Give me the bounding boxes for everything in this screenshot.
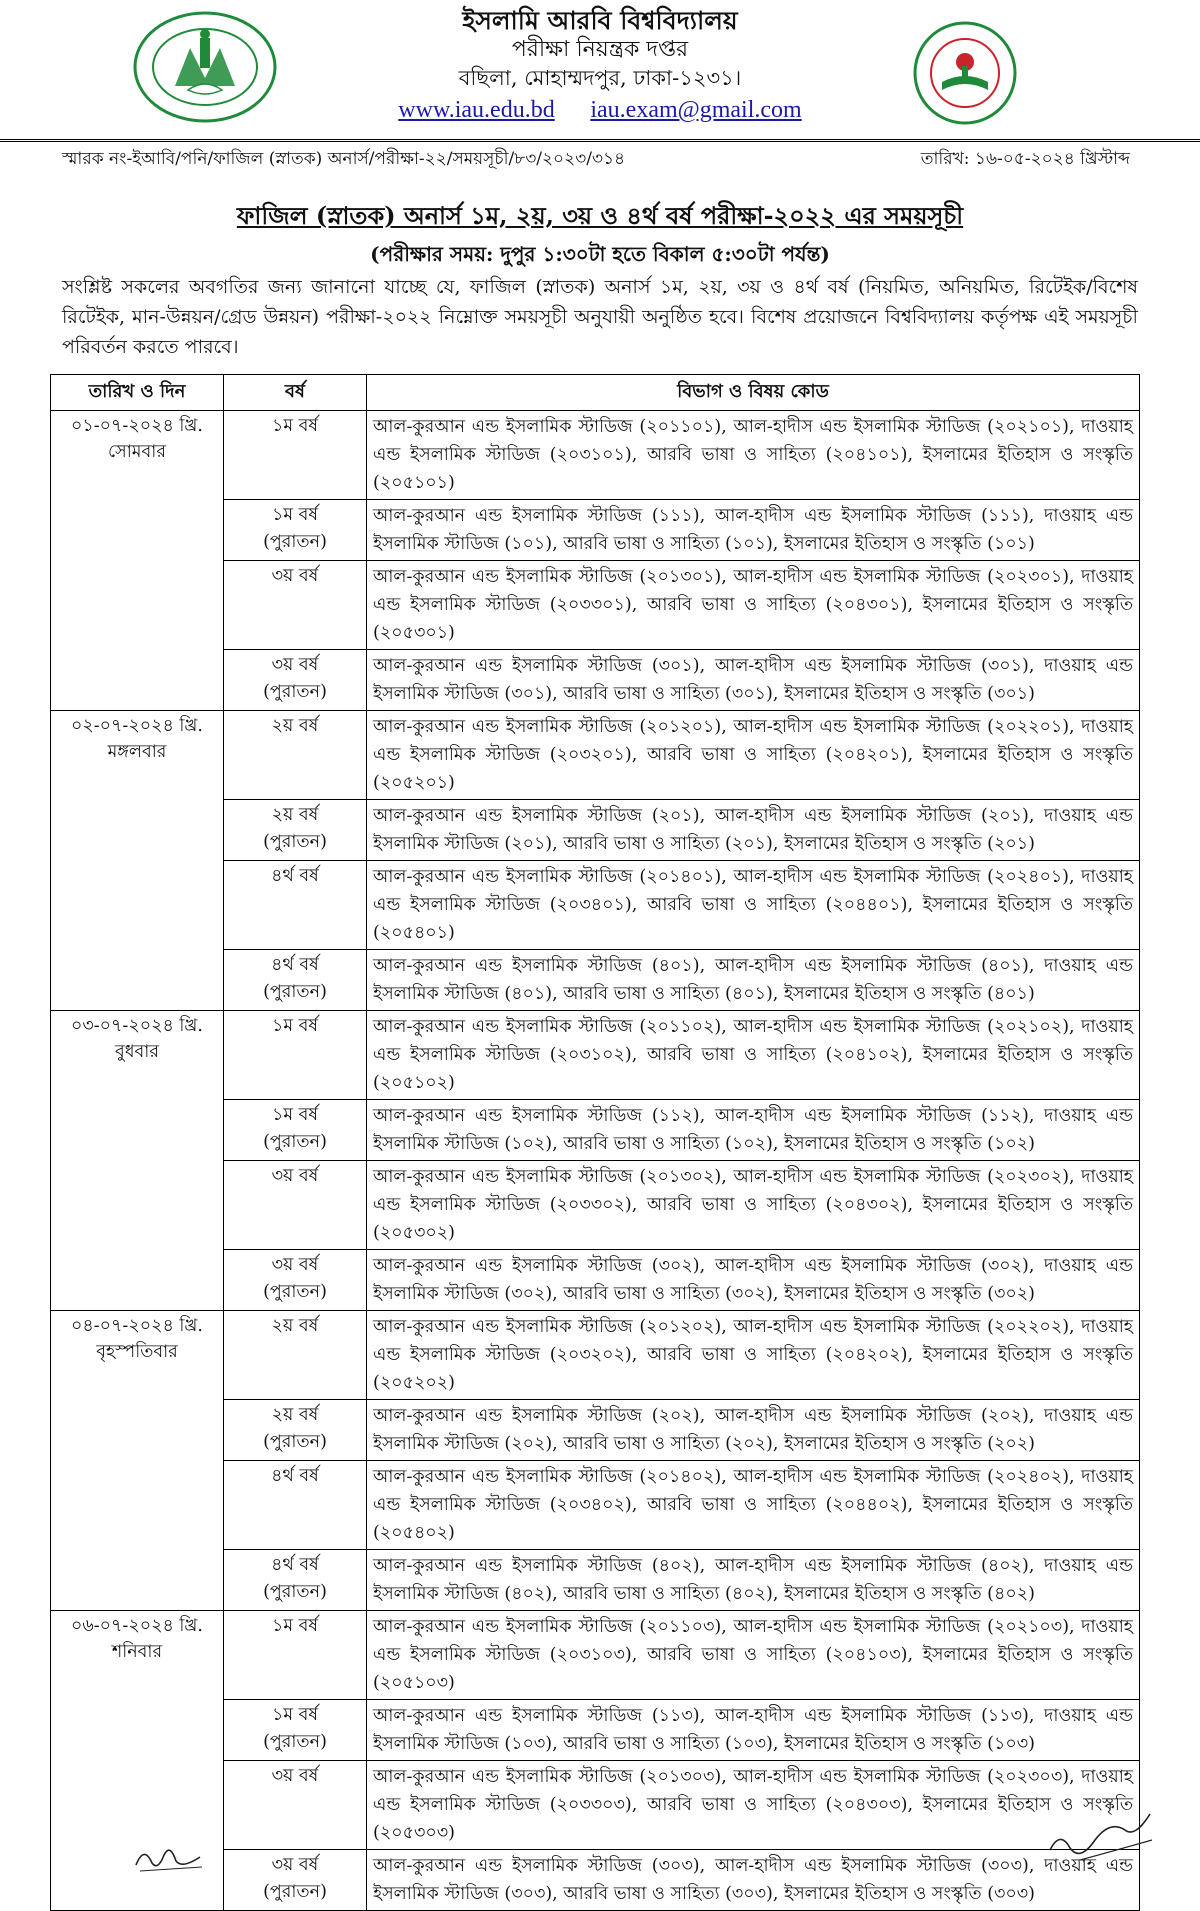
subjects-cell: আল-কুরআন এন্ড ইসলামিক স্টাডিজ (২০১১০৩), আল-হাদীস এন্ড ইসলামিক স্টাডিজ (২০২১০৩), দাওয়াহ এন্ড ইসলামিক স্টাডিজ (২০৩১০৩), আরবি ভাষা ও সাহিত্য (২০৪১০৩), ইসলামের ইতিহাস ও সংস্কৃতি (২০৫১০৩) xyxy=(367,1611,1140,1700)
subjects-cell: আল-কুরআন এন্ড ইসলামিক স্টাডিজ (১১৩), আল-হাদীস এন্ড ইসলামিক স্টাডিজ (১১৩), দাওয়াহ এন্ড ইসলামিক স্টাডিজ (১০৩), আরবি ভাষা ও সাহিত্য (১০৩), ইসলামের ইতিহাস ও সংস্কৃতি (১০৩) xyxy=(367,1700,1140,1761)
subjects-cell: আল-কুরআন এন্ড ইসলামিক স্টাডিজ (২০১), আল-হাদীস এন্ড ইসলামিক স্টাডিজ (২০১), দাওয়াহ এন্ড ইসলামিক স্টাডিজ (২০১), আরবি ভাষা ও সাহিত্য (২০১), ইসলামের ইতিহাস ও সংস্কৃতি (২০১) xyxy=(367,800,1140,861)
document-title xyxy=(0,198,1200,238)
subjects-cell: আল-কুরআন এন্ড ইসলামিক স্টাডিজ (১১১), আল-হাদীস এন্ড ইসলামিক স্টাডিজ (১১১), দাওয়াহ এন্ড ইসলামিক স্টাডিজ (১০১), আরবি ভাষা ও সাহিত্য (১০১), ইসলামের ইতিহাস ও সংস্কৃতি (১০১) xyxy=(367,500,1140,561)
header-rule xyxy=(0,139,1200,146)
exam-date: ০৪-০৭-২০২৪ খ্রি. xyxy=(71,1316,203,1336)
year-cell xyxy=(224,1550,367,1611)
year-note: (পুরাতন) xyxy=(263,832,327,852)
year-cell xyxy=(224,800,367,861)
year-cell xyxy=(224,411,367,500)
year-cell xyxy=(224,1250,367,1311)
exam-date: ০৩-০৭-২০২৪ খ্রি. xyxy=(71,1016,203,1036)
year-cell xyxy=(224,561,367,650)
office-name: পরীক্ষা নিয়ন্ত্রক দপ্তর xyxy=(511,37,689,62)
year-cell xyxy=(224,1311,367,1400)
year-cell xyxy=(224,1400,367,1461)
signature-right-icon xyxy=(1040,1800,1160,1870)
table-row xyxy=(51,1011,1140,1100)
year-note: (পুরাতন) xyxy=(263,1432,327,1452)
year-label: ৩য় বর্ষ xyxy=(271,1766,319,1786)
year-cell xyxy=(224,1611,367,1700)
date-cell xyxy=(51,411,224,711)
header-year: বর্ষ xyxy=(224,375,367,411)
table-row xyxy=(51,711,1140,800)
schedule-body xyxy=(51,411,1140,1911)
memo-number: স্মারক নং-ইআবি/পনি/ফাজিল (স্নাতক) অনার্স/পরীক্ষা-২২/সময়সূচী/৮৩/২০২৩/৩১৪ xyxy=(62,149,626,169)
year-cell xyxy=(224,500,367,561)
table-row xyxy=(51,411,1140,500)
header-date: তারিখ ও দিন xyxy=(51,375,224,411)
year-note: (পুরাতন) xyxy=(263,1582,327,1602)
subjects-cell: আল-কুরআন এন্ড ইসলামিক স্টাডিজ (২০১৩০৩), আল-হাদীস এন্ড ইসলামিক স্টাডিজ (২০২৩০৩), দাওয়াহ এন্ড ইসলামিক স্টাডিজ (২০৩৩০৩), আরবি ভাষা ও সাহিত্য (২০৪৩০৩), ইসলামের ইতিহাস ও সংস্কৃতি (২০৫৩০৩) xyxy=(367,1761,1140,1850)
year-label: ৩য় বর্ষ xyxy=(271,566,319,586)
subjects-cell: আল-কুরআন এন্ড ইসলামিক স্টাডিজ (২০১৩০২), আল-হাদীস এন্ড ইসলামিক স্টাডিজ (২০২৩০২), দাওয়াহ এন্ড ইসলামিক স্টাডিজ (২০৩৩০২), আরবি ভাষা ও সাহিত্য (২০৪৩০২), ইসলামের ইতিহাস ও সংস্কৃতি (২০৫৩০২) xyxy=(367,1161,1140,1250)
subjects-cell: আল-কুরআন এন্ড ইসলামিক স্টাডিজ (৩০৩), আল-হাদীস এন্ড ইসলামিক স্টাডিজ (৩০৩), দাওয়াহ এন্ড ইসলামিক স্টাডিজ (৩০৩), আরবি ভাষা ও সাহিত্য (৩০৩), ইসলামের ইতিহাস ও সংস্কৃতি (৩০৩) xyxy=(367,1850,1140,1911)
header-subjects: বিভাগ ও বিষয় কোড xyxy=(367,375,1140,411)
year-label: ২য় বর্ষ xyxy=(271,805,319,825)
issue-date: তারিখ: ১৬-০৫-২০২৪ খ্রিস্টাব্দ xyxy=(920,149,1130,169)
email-link[interactable]: iau.exam@gmail.com xyxy=(590,97,802,123)
slogan-emblem-icon xyxy=(912,20,1018,126)
year-cell xyxy=(224,1761,367,1850)
year-label: ৪র্থ বর্ষ xyxy=(271,1466,319,1486)
year-label: ৪র্থ বর্ষ xyxy=(271,955,319,975)
year-label: ৩য় বর্ষ xyxy=(271,1855,319,1875)
exam-date: ০১-০৭-২০২৪ খ্রি. xyxy=(71,416,203,436)
year-note: (পুরাতন) xyxy=(263,1282,327,1302)
subjects-cell: আল-কুরআন এন্ড ইসলামিক স্টাডিজ (২০১৪০১), আল-হাদীস এন্ড ইসলামিক স্টাডিজ (২০২৪০১), দাওয়াহ এন্ড ইসলামিক স্টাডিজ (২০৩৪০১), আরবি ভাষা ও সাহিত্য (২০৪৪০১), ইসলামের ইতিহাস ও সংস্কৃতি (২০৫৪০১) xyxy=(367,861,1140,950)
institution-name: ইসলামি আরবি বিশ্ববিদ্যালয় xyxy=(462,6,738,35)
year-note: (পুরাতন) xyxy=(263,1882,327,1902)
year-label: ১ম বর্ষ xyxy=(271,505,319,525)
year-label: ২য় বর্ষ xyxy=(271,1316,319,1336)
exam-weekday: সোমবার xyxy=(108,442,166,462)
year-cell xyxy=(224,1011,367,1100)
year-label: ৩য় বর্ষ xyxy=(271,1255,319,1275)
year-cell xyxy=(224,1100,367,1161)
website-link[interactable]: www.iau.edu.bd xyxy=(398,97,555,123)
exam-weekday: মঙ্গলবার xyxy=(107,742,167,762)
table-header-row xyxy=(51,375,1140,411)
subjects-cell: আল-কুরআন এন্ড ইসলামিক স্টাডিজ (৩০২), আল-হাদীস এন্ড ইসলামিক স্টাডিজ (৩০২), দাওয়াহ এন্ড ইসলামিক স্টাডিজ (৩০২), আরবি ভাষা ও সাহিত্য (৩০২), ইসলামের ইতিহাস ও সংস্কৃতি (৩০২) xyxy=(367,1250,1140,1311)
intro-paragraph: সংশ্লিষ্ট সকলের অবগতির জন্য জানানো যাচ্ছে যে, ফাজিল (স্নাতক) অনার্স ১ম, ২য়, ৩য় ও ৪র্থ বর্ষ (নিয়মিত, অনিয়মিত, রিটেইক/বিশেষ রিটেইক, মান-উন্নয়ন/গ্রেড উন্নয়ন) পরীক্ষা-২০২২ নিম্নোক্ত সময়সূচী অনুযায়ী অনুষ্ঠিত হবে। বিশেষ প্রয়োজনে বিশ্ববিদ্যালয় কর্তৃপক্ষ এই সময়সূচী পরিবর্তন করতে পারবে। xyxy=(62,276,1138,358)
year-cell xyxy=(224,861,367,950)
table-row xyxy=(51,1611,1140,1700)
date-cell xyxy=(51,1011,224,1311)
date-cell xyxy=(51,1311,224,1611)
year-label: ৪র্থ বর্ষ xyxy=(271,1555,319,1575)
year-label: ৩য় বর্ষ xyxy=(271,655,319,675)
year-note: (পুরাতন) xyxy=(263,1732,327,1752)
institution-block xyxy=(300,6,900,125)
year-label: ২য় বর্ষ xyxy=(271,1405,319,1425)
year-cell xyxy=(224,650,367,711)
table-row xyxy=(51,1311,1140,1400)
exam-weekday: বুধবার xyxy=(115,1042,159,1062)
exam-weekday: বৃহস্পতিবার xyxy=(96,1342,178,1362)
year-cell xyxy=(224,1850,367,1911)
year-cell xyxy=(224,1461,367,1550)
document-title-text: ফাজিল (স্নাতক) অনার্স ১ম, ২য়, ৩য় ও ৪র্থ বর্ষ পরীক্ষা-২০২২ এর সময়সূচী xyxy=(236,201,964,230)
year-cell xyxy=(224,1700,367,1761)
university-logo-icon xyxy=(130,8,280,126)
year-label: ১ম বর্ষ xyxy=(271,1105,319,1125)
signature-left-icon xyxy=(130,1835,210,1875)
subjects-cell: আল-কুরআন এন্ড ইসলামিক স্টাডিজ (১১২), আল-হাদীস এন্ড ইসলামিক স্টাডিজ (১১২), দাওয়াহ এন্ড ইসলামিক স্টাডিজ (১০২), আরবি ভাষা ও সাহিত্য (১০২), ইসলামের ইতিহাস ও সংস্কৃতি (১০২) xyxy=(367,1100,1140,1161)
year-label: ১ম বর্ষ xyxy=(271,416,319,436)
year-cell xyxy=(224,711,367,800)
subjects-cell: আল-কুরআন এন্ড ইসলামিক স্টাডিজ (৪০২), আল-হাদীস এন্ড ইসলামিক স্টাডিজ (৪০২), দাওয়াহ এন্ড ইসলামিক স্টাডিজ (৪০২), আরবি ভাষা ও সাহিত্য (৪০২), ইসলামের ইতিহাস ও সংস্কৃতি (৪০২) xyxy=(367,1550,1140,1611)
subjects-cell: আল-কুরআন এন্ড ইসলামিক স্টাডিজ (২০১১০১), আল-হাদীস এন্ড ইসলামিক স্টাডিজ (২০২১০১), দাওয়াহ এন্ড ইসলামিক স্টাডিজ (২০৩১০১), আরবি ভাষা ও সাহিত্য (২০৪১০১), ইসলামের ইতিহাস ও সংস্কৃতি (২০৫১০১) xyxy=(367,411,1140,500)
year-cell xyxy=(224,950,367,1011)
schedule-table xyxy=(50,374,1140,1911)
year-note: (পুরাতন) xyxy=(263,982,327,1002)
subjects-cell: আল-কুরআন এন্ড ইসলামিক স্টাডিজ (২০১২০২), আল-হাদীস এন্ড ইসলামিক স্টাডিজ (২০২২০২), দাওয়াহ এন্ড ইসলামিক স্টাডিজ (২০৩২০২), আরবি ভাষা ও সাহিত্য (২০৪২০২), ইসলামের ইতিহাস ও সংস্কৃতি (২০৫২০২) xyxy=(367,1311,1140,1400)
subjects-cell: আল-কুরআন এন্ড ইসলামিক স্টাডিজ (৪০১), আল-হাদীস এন্ড ইসলামিক স্টাডিজ (৪০১), দাওয়াহ এন্ড ইসলামিক স্টাডিজ (৪০১), আরবি ভাষা ও সাহিত্য (৪০১), ইসলামের ইতিহাস ও সংস্কৃতি (৪০১) xyxy=(367,950,1140,1011)
subjects-cell: আল-কুরআন এন্ড ইসলামিক স্টাডিজ (২০১২০১), আল-হাদীস এন্ড ইসলামিক স্টাডিজ (২০২২০১), দাওয়াহ এন্ড ইসলামিক স্টাডিজ (২০৩২০১), আরবি ভাষা ও সাহিত্য (২০৪২০১), ইসলামের ইতিহাস ও সংস্কৃতি (২০৫২০১) xyxy=(367,711,1140,800)
year-label: ৪র্থ বর্ষ xyxy=(271,866,319,886)
contact-links xyxy=(300,94,900,125)
year-label: ১ম বর্ষ xyxy=(271,1616,319,1636)
exam-date: ০২-০৭-২০২৪ খ্রি. xyxy=(71,716,203,736)
letterhead xyxy=(0,0,1200,140)
year-label: ৩য় বর্ষ xyxy=(271,1166,319,1186)
subjects-cell: আল-কুরআন এন্ড ইসলামিক স্টাডিজ (৩০১), আল-হাদীস এন্ড ইসলামিক স্টাডিজ (৩০১), দাওয়াহ এন্ড ইসলামিক স্টাডিজ (৩০১), আরবি ভাষা ও সাহিত্য (৩০১), ইসলামের ইতিহাস ও সংস্কৃতি (৩০১) xyxy=(367,650,1140,711)
exam-time: (পরীক্ষার সময়: দুপুর ১:৩০টা হতে বিকাল ৫:৩০টা পর্যন্ত) xyxy=(370,242,830,266)
year-note: (পুরাতন) xyxy=(263,1132,327,1152)
subjects-cell: আল-কুরআন এন্ড ইসলামিক স্টাডিজ (২০২), আল-হাদীস এন্ড ইসলামিক স্টাডিজ (২০২), দাওয়াহ এন্ড ইসলামিক স্টাডিজ (২০২), আরবি ভাষা ও সাহিত্য (২০২), ইসলামের ইতিহাস ও সংস্কৃতি (২০২) xyxy=(367,1400,1140,1461)
year-note: (পুরাতন) xyxy=(263,532,327,552)
subjects-cell: আল-কুরআন এন্ড ইসলামিক স্টাডিজ (২০১১০২), আল-হাদীস এন্ড ইসলামিক স্টাডিজ (২০২১০২), দাওয়াহ এন্ড ইসলামিক স্টাডিজ (২০৩১০২), আরবি ভাষা ও সাহিত্য (২০৪১০২), ইসলামের ইতিহাস ও সংস্কৃতি (২০৫১০২) xyxy=(367,1011,1140,1100)
address: বছিলা, মোহাম্মদপুর, ঢাকা-১২৩১। xyxy=(458,66,742,90)
subjects-cell: আল-কুরআন এন্ড ইসলামিক স্টাডিজ (২০১৩০১), আল-হাদীস এন্ড ইসলামিক স্টাডিজ (২০২৩০১), দাওয়াহ এন্ড ইসলামিক স্টাডিজ (২০৩৩০১), আরবি ভাষা ও সাহিত্য (২০৪৩০১), ইসলামের ইতিহাস ও সংস্কৃতি (২০৫৩০১) xyxy=(367,561,1140,650)
subjects-cell: আল-কুরআন এন্ড ইসলামিক স্টাডিজ (২০১৪০২), আল-হাদীস এন্ড ইসলামিক স্টাডিজ (২০২৪০২), দাওয়াহ এন্ড ইসলামিক স্টাডিজ (২০৩৪০২), আরবি ভাষা ও সাহিত্য (২০৪৪০২), ইসলামের ইতিহাস ও সংস্কৃতি (২০৫৪০২) xyxy=(367,1461,1140,1550)
date-cell xyxy=(51,711,224,1011)
year-note: (পুরাতন) xyxy=(263,682,327,702)
exam-date: ০৬-০৭-২০২৪ খ্রি. xyxy=(71,1616,203,1636)
exam-weekday: শনিবার xyxy=(111,1642,163,1662)
year-label: ২য় বর্ষ xyxy=(271,716,319,736)
year-label: ১ম বর্ষ xyxy=(271,1705,319,1725)
year-label: ১ম বর্ষ xyxy=(271,1016,319,1036)
year-cell xyxy=(224,1161,367,1250)
